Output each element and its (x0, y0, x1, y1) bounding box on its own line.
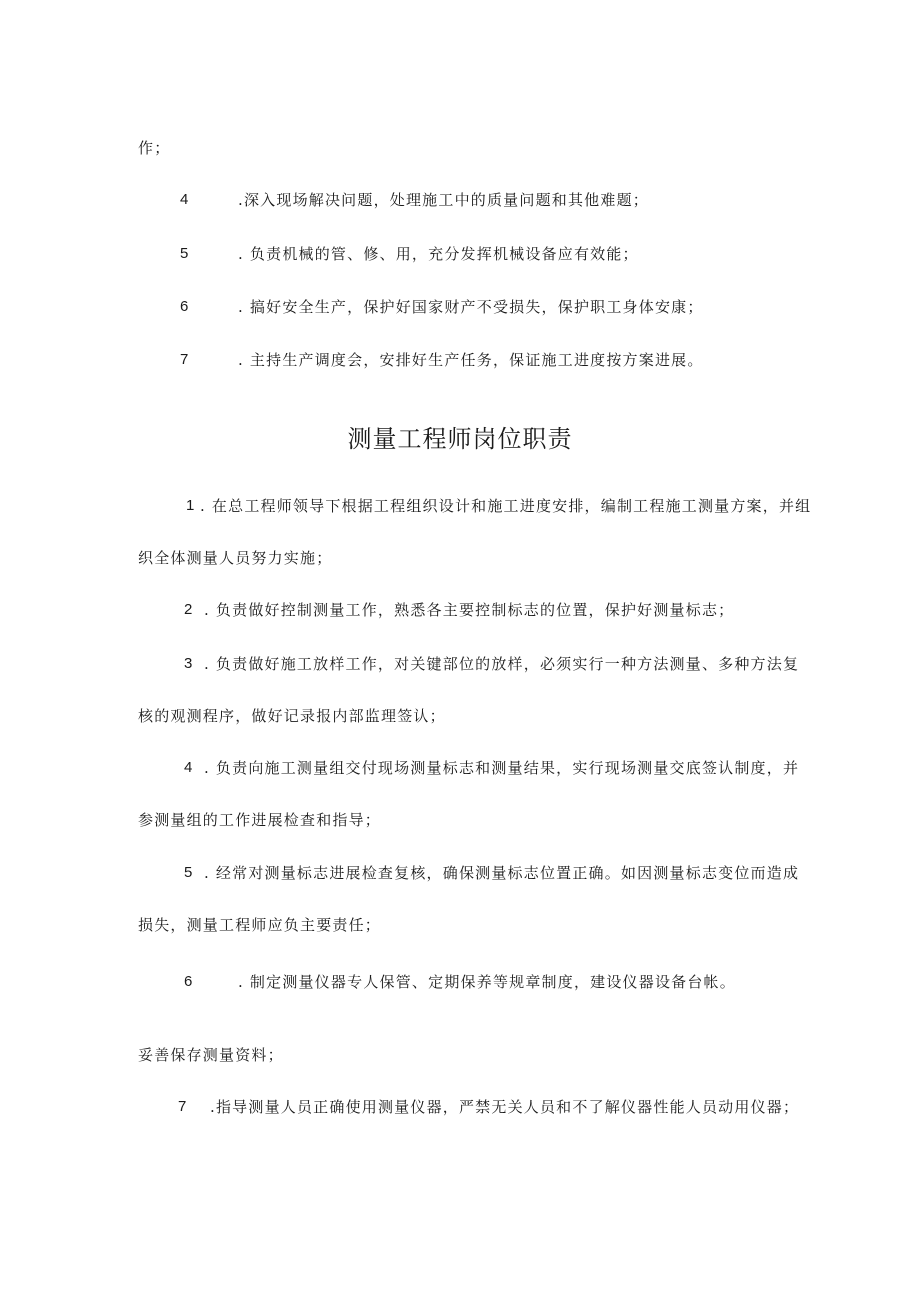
list-item-number: 7 (178, 1098, 187, 1115)
list-item-text: . 主持生产调度会，安排好生产任务，保证施工进度按方案进展。 (238, 351, 704, 369)
list-item-text-continued: 核的观测程序，做好记录报内部监理签认； (138, 707, 446, 725)
list-item-text: . 经常对测量标志进展检查复核，确保测量标志位置正确。如因测量标志变位而造成 (204, 864, 800, 882)
list-item-number: 6 (184, 973, 193, 990)
list-item-number: 3 (184, 655, 193, 672)
section-title: 测量工程师岗位职责 (347, 425, 573, 453)
list-item-number: 1 (186, 497, 195, 514)
list-item-text: .指导测量人员正确使用测量仪器，严禁无关人员和不了解仪器性能人员动用仪器； (210, 1098, 800, 1116)
list-item-text-continued: 损失，测量工程师应负主要责任； (138, 916, 382, 934)
list-item-text-continued: 参测量组的工作进展检查和指导； (138, 811, 382, 829)
list-item-text-continued: 织全体测量人员努力实施； (138, 549, 333, 567)
list-item-text: . 在总工程师领导下根据工程组织设计和施工进度安排，编制工程施工测量方案，并组 (200, 497, 812, 515)
list-item-number: 4 (180, 191, 189, 208)
list-item-text: . 负责做好施工放样工作，对关键部位的放样，必须实行一种方法测量、多种方法复 (204, 655, 800, 673)
list-item-number: 7 (180, 351, 189, 368)
list-item-number: 5 (180, 245, 189, 262)
continuation-text: 作； (138, 139, 171, 157)
list-item-number: 5 (184, 864, 193, 881)
list-item-text-continued: 妥善保存测量资料； (138, 1046, 284, 1064)
list-item-text: . 搞好安全生产，保护好国家财产不受损失，保护职工身体安康； (238, 298, 704, 316)
list-item-text: . 制定测量仪器专人保管、定期保养等规章制度，建设仪器设备台帐。 (238, 973, 736, 991)
list-item-text: . 负责机械的管、修、用，充分发挥机械设备应有效能； (238, 245, 639, 263)
list-item-number: 2 (184, 601, 193, 618)
list-item-text: . 负责做好控制测量工作，熟悉各主要控制标志的位置，保护好测量标志； (204, 601, 735, 619)
list-item-text: .深入现场解决问题，处理施工中的质量问题和其他难题； (238, 191, 649, 209)
list-item-number: 4 (184, 759, 193, 776)
list-item-text: . 负责向施工测量组交付现场测量标志和测量结果，实行现场测量交底签认制度，并 (204, 759, 800, 777)
list-item-number: 6 (180, 298, 189, 315)
